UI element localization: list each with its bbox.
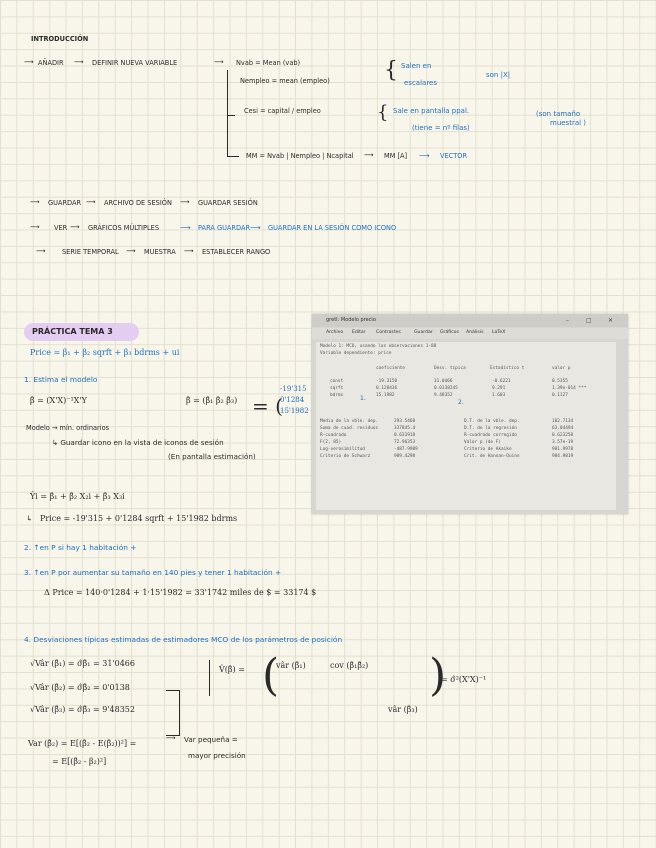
matrix-left-paren: ( [262, 650, 280, 701]
intro-vector: VECTOR [440, 152, 468, 160]
menu-serie-temporal: SERIE TEMPORAL [62, 248, 119, 256]
question-4: 4. Desviaciones típicas estimadas de estimadores MCO de los parámetros de posición [24, 635, 343, 644]
arrow-icon: ⟶ [180, 223, 191, 232]
vmat-lhs: V̂(β̂) = [219, 665, 245, 674]
menu-establecer-rango: ESTABLECER RANGO [202, 248, 271, 256]
question-1: 1. Estima el modelo [24, 375, 98, 384]
vmat-var3: vâr (β̂₃) [388, 705, 418, 714]
photo-stat-cell: 102.7134 [552, 419, 574, 424]
arrow-icon: ⟶ [86, 198, 96, 206]
photo-stat-cell: 981.9978 [552, 447, 574, 452]
photo-stat-cell: Criterio de Akaike [464, 447, 512, 452]
beta-3-value: 15'1982 [280, 407, 309, 415]
fitted-equation: Ŷi = β̂₁ + β̂₂ X₂i + β̂₃ X₃i [30, 492, 125, 501]
intro-heading: INTRODUCCIÓN [31, 35, 89, 43]
photo-menu-item: Editar [352, 330, 366, 335]
delta-price: Δ Price = 140·0'1284 + 1·15'1982 = 33'1742 miles de $ = 33174 $ [44, 588, 317, 597]
photo-table-header: coeficiente [376, 366, 406, 371]
vmat-cov12: cov (β̂₁β̂₂) [330, 661, 369, 670]
price-hat: Price = -19'315 + 0'1284 sqrft + 15'1982 bdrms [40, 514, 238, 523]
arrow-icon: ⟶ [30, 198, 40, 206]
photo-stat-cell: 293.5460 [394, 419, 416, 424]
photo-stat-cell: R-cuadrado corregido [464, 433, 517, 438]
intro-nempleo: Nempleo = mean (empleo) [240, 77, 330, 85]
intro-cesi: Cesi = capital / empleo [244, 107, 321, 115]
arrow-icon: ⟶ [250, 223, 261, 232]
photo-stat-cell: Media de la vble. dep. [320, 419, 379, 424]
photo-table-cell: bdrms [330, 393, 344, 398]
beta-1-value: -19'315 [280, 385, 307, 393]
photo-stat-cell: 984.9819 [552, 454, 574, 459]
photo-stat-cell: -487.9989 [394, 447, 418, 452]
photo-stat-cell: 63.04494 [552, 426, 574, 431]
arrow-icon: ⟶ [30, 223, 40, 231]
intro-note-son: son |X| [486, 71, 511, 79]
menu-muestra: MUESTRA [144, 248, 176, 256]
arrow-icon: ⟶ [419, 151, 430, 160]
beta-2-value: 0'1284 [280, 396, 305, 404]
menu-ver: VER [54, 224, 68, 232]
intro-mm: MM = Nvab | Nempleo | Ncapital [246, 152, 354, 160]
photo-stat-cell: Criterio de Schwarz [320, 454, 371, 459]
arrow-icon: ⟶ [74, 58, 84, 66]
bracket-line [227, 115, 228, 157]
minimize-icon: – [566, 317, 569, 324]
handwritten-mark: 2. [458, 399, 464, 406]
bracket-line [227, 115, 235, 116]
photo-table-cell: 0.1127 [552, 393, 568, 398]
menu-guardar: GUARDAR [48, 199, 82, 207]
photo-menu-item: Contrastes [376, 330, 401, 335]
brace-icon: { [377, 102, 389, 123]
var-note-1: Var pequeña = [184, 735, 238, 744]
photo-table-cell: 31.0466 [434, 379, 453, 384]
intro-note-pantalla: Sale en pantalla ppal. [393, 107, 470, 115]
intro-note-salen: Salen en [401, 62, 432, 70]
photo-stat-cell: 337845.4 [394, 426, 416, 431]
photo-table-cell: 15.1982 [376, 393, 395, 398]
equals-paren: = ( [252, 394, 283, 418]
intro-anadir: AÑADIR [38, 59, 64, 67]
photo-stat-cell: Suma de cuad. residuos [320, 426, 379, 431]
photo-table-cell: sqrft [330, 386, 344, 391]
intro-definir: DEFINIR NUEVA VARIABLE [92, 59, 178, 67]
gretl-output-photo [312, 314, 628, 514]
photo-stat-cell: F(2, 85) [320, 440, 342, 445]
photo-table-cell: 9.291 [492, 386, 506, 391]
photo-table-cell: 0.5355 [552, 379, 568, 384]
arrow-icon: ⟶ [126, 247, 136, 255]
photo-table-cell: 0.128436 [376, 386, 398, 391]
photo-stat-cell: Log-verosimilitud [320, 447, 365, 452]
menu-para-guardar: PARA GUARDAR [198, 224, 251, 232]
question-3: 3. ↑en P por aumentar su tamaño en 140 pies y tener 1 habitación + [24, 568, 282, 577]
menu-guardar-sesion: GUARDAR SESIÓN [198, 199, 258, 207]
arrow-icon: ⟶ [180, 198, 190, 206]
photo-menu-item: Guardar [414, 330, 433, 335]
photo-model-line: Modelo 1: MCO, usando las observaciones 1-88 [320, 344, 437, 349]
vmat-var1: vâr (β̂₁) [276, 661, 306, 670]
sd-beta-1: √Vâr (β̂₁) = σ̂β̂₁ = 31'0466 [30, 659, 135, 668]
matrix-right-paren: ) [429, 650, 447, 701]
arrow-icon: ⟶ [364, 151, 374, 159]
photo-table-header: Desv. típica [434, 366, 466, 371]
photo-table-cell: 1.39e-014 *** [552, 386, 587, 391]
maximize-icon: □ [586, 317, 592, 324]
photo-stat-cell: 989.4298 [394, 454, 416, 459]
photo-table-header: valor p [552, 366, 571, 371]
bracket-line [227, 156, 239, 157]
brace-icon: { [384, 58, 398, 83]
arrow-icon: ⟶ [166, 734, 176, 742]
arrow-icon: ⟶ [36, 247, 46, 255]
menu-guardar-icono: GUARDAR EN LA SESIÓN COMO ICONO [268, 224, 397, 232]
photo-stat-cell: Crit. de Hannan-Quinn [464, 454, 520, 459]
icon-note: ↳ Guardar icono en la vista de iconos de sesión [52, 438, 224, 447]
vmat-rhs: = σ̂²(X'X)⁻¹ [441, 675, 487, 684]
practica-title: PRÁCTICA TEMA 3 [32, 327, 113, 336]
photo-table-header: Estadístico t [490, 366, 525, 371]
divider-line [209, 660, 210, 696]
var-note-2: mayor precisión [188, 751, 246, 760]
arrow-icon: ⟶ [214, 58, 224, 66]
photo-table-cell: -0.6221 [492, 379, 511, 384]
photo-table-cell: const [330, 379, 344, 384]
icon-note-text: Guardar icono en la vista de iconos de sesión [60, 438, 224, 447]
arrow-icon: ⟶ [24, 58, 34, 66]
menu-archivo-sesion: ARCHIVO DE SESIÓN [104, 199, 172, 207]
photo-window-title: gretl: Modelo precio [326, 317, 376, 323]
arrow-icon: ⟶ [70, 223, 80, 231]
photo-stat-cell: 0.623258 [552, 433, 574, 438]
photo-stat-cell: 72.96353 [394, 440, 416, 445]
photo-stat-cell: Valor p (de F) [464, 440, 502, 445]
photo-stat-cell: D.T. de la vble. dep. [464, 419, 520, 424]
intro-note-escalares: escalares [404, 79, 438, 87]
photo-menu-item: Gráficos [440, 330, 459, 335]
intro-mma: MM [A] [384, 152, 408, 160]
photo-stat-cell: 0.631918 [394, 433, 416, 438]
photo-stat-cell: R-cuadrado [320, 433, 347, 438]
bracket-line [227, 70, 228, 116]
photo-table-cell: 1.603 [492, 393, 506, 398]
intro-note-muestral: muestral ) [550, 119, 587, 127]
intro-note-tamano: (son tamaño [536, 110, 581, 118]
icon-note-2: (En pantalla estimación) [168, 452, 256, 461]
var-definition-2: = E[(β̂₂ - β₂)²] [52, 757, 107, 766]
photo-table-cell: 9.48352 [434, 393, 453, 398]
bracket-line [179, 690, 180, 736]
photo-menu-item: Archivo [326, 330, 344, 335]
close-icon: ✕ [608, 317, 614, 324]
var-definition-1: Var (β̂₂) = E[(β̂₂ - E(β̂₂))²] = [28, 739, 137, 748]
practica-model: Price = β₁ + β₂ sqrft + β₃ bdrms + ui [30, 348, 180, 357]
price-hat-arrow: ↳ [26, 514, 33, 523]
modelo-note: Modelo → mín. ordinarios [26, 424, 110, 432]
ols-formula: β̂ = (X'X)⁻¹X'Y [30, 396, 87, 405]
intro-note-filas: (tiene = nº filas) [412, 124, 470, 132]
arrow-icon: ⟶ [184, 247, 194, 255]
photo-stat-cell: D.T. de la regresión [464, 426, 517, 431]
question-2: 2. ↑en P si hay 1 habitación + [24, 543, 137, 552]
photo-table-cell: 0.0138245 [434, 386, 458, 391]
photo-table-cell: -19.3150 [376, 379, 398, 384]
beta-vector: β̂ = (β̂₁ β̂₂ β̂₃) [186, 396, 238, 405]
sd-beta-2: √Vâr (β̂₂) = σ̂β̂₂ = 0'0138 [30, 683, 130, 692]
handwritten-mark: 1. [360, 395, 366, 402]
sd-beta-3: √Vâr (β̂₃) = σ̂β̂₃ = 9'48352 [30, 705, 135, 714]
photo-depvar-line: Variable dependiente: price [320, 351, 392, 356]
photo-menu-item: LaTeX [492, 330, 506, 335]
photo-menu-item: Análisis [466, 330, 484, 335]
photo-stat-cell: 3.57e-19 [552, 440, 574, 445]
menu-graficos-multiples: GRÁFICOS MÚLTIPLES [88, 224, 160, 232]
intro-nvab: Nvab = Mean (vab) [236, 59, 301, 67]
bracket-line [166, 690, 180, 691]
